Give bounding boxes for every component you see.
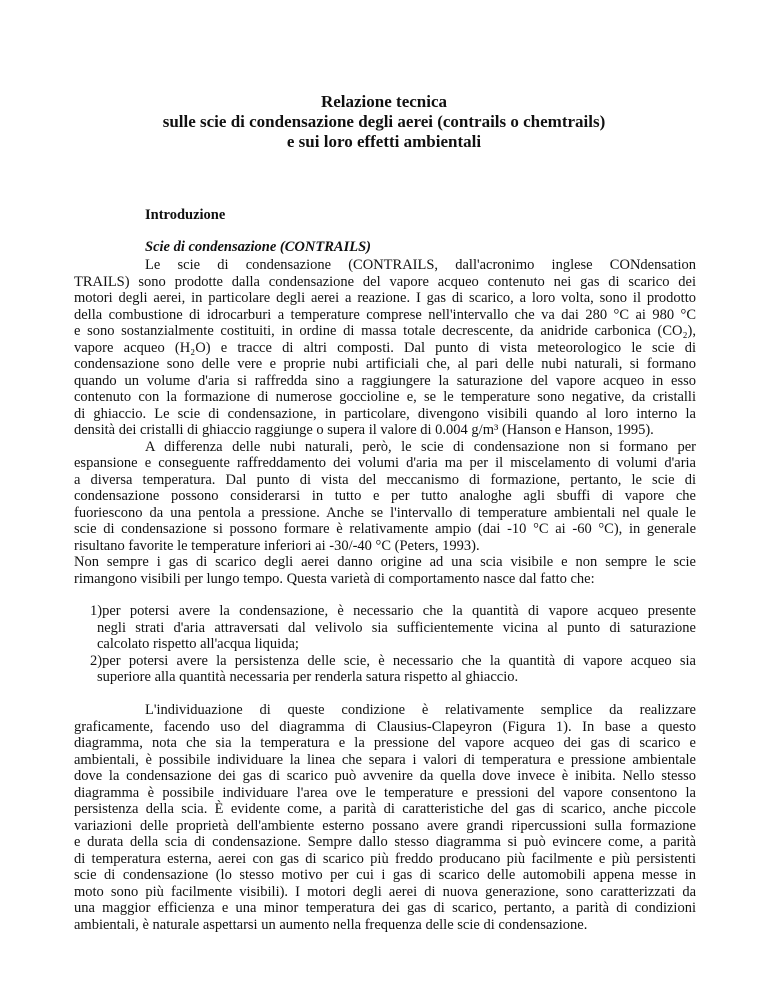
title-line-1: Relazione tecnica	[320, 92, 448, 111]
paragraph-line: moto sono più facilmente visibili). I motori degli aerei di nuova generazione, sono caratterizzati da	[74, 883, 696, 900]
paragraph-line: variazioni delle proprietà dell'ambiente esterno possano avere grandi ripercussioni sulla formazione	[74, 817, 696, 834]
paragraph-line: ambientali, è possibile individuare la linea che separa i valori di temperatura e pressione ambientale	[74, 751, 696, 768]
list-item-line: superiore alla quantità necessaria per renderla satura rispetto al ghiaccio.	[97, 669, 519, 685]
paragraph-line: Non sempre i gas di scarico degli aerei danno origine ad una scia visibile e non sempre le scie	[74, 554, 696, 570]
paragraph-line: rimangono visibili per lungo tempo. Questa varietà di comportamento nasce dal fatto che:	[74, 570, 595, 587]
title-line-2: sulle scie di condensazione degli aerei (contrails o chemtrails)	[162, 112, 606, 131]
paragraph-2	[74, 439, 696, 555]
paragraph-line: condensazione sono delle vere e proprie nubi artificiali che, al pari delle nubi naturali, si formano	[74, 356, 696, 372]
conditions-list	[90, 603, 696, 686]
paragraph-line: A differenza delle nubi naturali, però, le scie di condensazione non si formano per	[145, 438, 696, 455]
paragraph-line: ambientali, è naturale aspettarsi un aumento nella frequenza delle scie di condensazione.	[74, 916, 588, 933]
list-item	[90, 603, 696, 653]
paragraph-line: scie di condensazione (lo stesso motivo per cui i gas di scarico delle automobili appena messe in	[74, 867, 696, 883]
title-line-3: e sui loro effetti ambientali	[286, 132, 482, 151]
paragraph-line: condensazione possono considerarsi in tutto e per tutto analoghe agli sbuffi di vapore che	[74, 488, 696, 504]
paragraph-line: della combustione di idrocarburi a temperature comprese nell'intervallo che va dai 280 °C ai 980 °C	[74, 306, 696, 323]
paragraph-line: e durata della scia di condensazione. Sempre dallo stesso diagramma si può evincere come, a parità	[74, 834, 696, 850]
paragraph-line: persistenza della scia. È evidente come, a parità di caratteristiche del gas di scarico, anche piccole	[74, 801, 696, 817]
list-item-line: calcolato rispetto all'acqua liquida;	[97, 636, 299, 652]
paragraph-line: motori degli aerei, in particolare degli aerei a reazione. I gas di scarico, a loro volta, sono il prodotto	[74, 290, 696, 306]
paragraph-line: dove la condensazione dei gas di scarico può avvenire da quella dove invece è inibita. Nello stesso	[74, 768, 696, 784]
paragraph-line: L'individuazione di queste condizione è relativamente semplice da realizzare	[145, 702, 696, 718]
paragraph-4	[74, 702, 696, 933]
paragraph-line: Le scie di condensazione (CONTRAILS, dall'acronimo inglese CONdensation	[145, 257, 696, 273]
paragraph-line: vapore acqueo (H₂O) e tracce di altri composti. Dal punto di vista meteorologico le scie di	[74, 339, 696, 356]
paragraph-line: densità dei cristalli di ghiaccio raggiunge o supera il valore di 0.004 g/m³ (Hanson e Hanson, 1995).	[74, 422, 654, 438]
list-item-line: 2)per potersi avere la persistenza delle scie, è necessario che la quantità di vapore acqueo sia	[90, 652, 696, 669]
subsection-heading: Scie di condensazione (CONTRAILS)	[145, 239, 371, 255]
paragraph-line: e sono sostanzialmente costituiti, in ordine di massa totale decrescente, da anidride carbonica (CO₂),	[74, 323, 696, 339]
paragraph-3	[74, 554, 696, 587]
paragraph-line: risultano favorite le temperature inferiori ai -30/-40 °C (Peters, 1993).	[74, 537, 480, 554]
paragraph-line: diagramma è possibile individuare l'area ove le temperature e pressioni del vapore consentono la	[74, 784, 696, 801]
paragraph-line: scie di condensazione si possono formare è relativamente ampio (dai -10 °C ai -60 °C), in generale	[74, 521, 696, 537]
paragraph-line: espansione e conseguente raffreddamento dei volumi d'aria ma per il miscelamento di volumi d'aria	[74, 455, 696, 471]
list-item-line: 1)per potersi avere la condensazione, è necessario che la quantità di vapore acqueo presente	[90, 603, 696, 619]
document-title	[100, 92, 668, 152]
list-item-line: negli strati d'aria attraversati dal velivolo sia sufficientemente vicina al punto di saturazione	[97, 619, 696, 636]
section-heading: Introduzione	[145, 207, 226, 223]
paragraph-line: TRAILS) sono prodotte dalla condensazione del vapore acqueo contenuto nei gas di scarico dei	[74, 273, 696, 290]
paragraph-line: a diversa temperatura. Dal punto di vista del meccanismo di formazione, pertanto, le scie di	[74, 471, 696, 488]
paragraph-line: quando un volume d'aria si raffredda sino a raggiungere la saturazione del vapore acqueo in esso	[74, 372, 696, 389]
paragraph-line: contenuto con la formazione di numerose goccioline e, se le temperature sono negative, da cristalli	[74, 389, 696, 405]
paragraph-line: di temperatura esterna, aerei con gas di scarico più freddo producano più facilmente e più persistenti	[74, 850, 696, 867]
list-item	[90, 653, 696, 686]
paragraph-line: graficamente, facendo uso del diagramma di Clausius-Clapeyron (Figura 1). In base a questo	[74, 718, 696, 735]
paragraph-line: una maggior efficienza e una minor temperatura dei gas di scarico, pertanto, a parità di condizioni	[74, 900, 696, 916]
paragraph-line: fuoriescono da una pentola a pressione. Anche se l'intervallo di temperature ambientali nel quale le	[74, 504, 696, 521]
paragraph-line: diagramma, nota che sia la temperatura e la pressione del vapore acqueo dei gas di scarico e	[74, 735, 696, 751]
paragraph-line: di ghiaccio. Le scie di condensazione, in particolare, divengono visibili quando al loro interno la	[74, 405, 696, 422]
paragraph-1	[74, 257, 696, 439]
